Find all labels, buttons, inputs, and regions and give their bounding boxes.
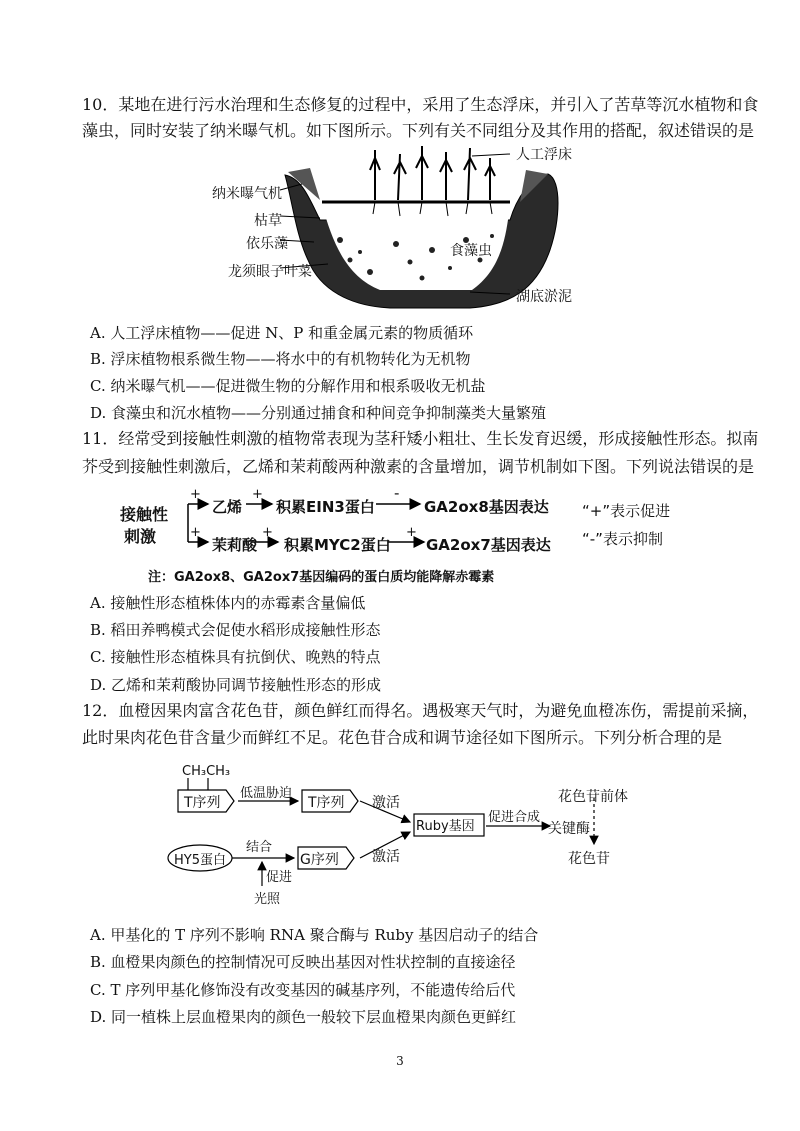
legend-plus: “+”表示促进 xyxy=(582,502,671,520)
q12-stem-line2: 此时果肉花色苷含量少而鲜红不足。花色苷合成和调节途径如下图所示。下列分析合理的是 xyxy=(82,728,723,747)
legend-minus: “-”表示抑制 xyxy=(582,530,663,548)
jasmonic-label: 茉莉酸 xyxy=(212,536,258,554)
q11-figure-note: 注：GA2ox8、GA2ox7基因编码的蛋白质均能降解赤霉素 xyxy=(148,570,495,585)
plus-sign-2: + xyxy=(252,487,263,502)
bind-label: 结合 xyxy=(246,840,273,855)
ga2ox8-label: GA2ox8基因表达 xyxy=(424,498,549,516)
label-aerator: 纳米曝气机 xyxy=(212,186,282,202)
label-yilezao: 依乐藻 xyxy=(246,236,288,252)
plus-sign-4: + xyxy=(262,525,273,540)
hy5-label: HY5蛋白 xyxy=(174,853,226,868)
q12-option-d: D. 同一植株上层血橙果肉的颜色一般较下层血橙果肉颜色更鲜红 xyxy=(90,1008,517,1026)
key-enzyme-label: 关键酶 xyxy=(548,821,590,837)
t-seq-label-1: T序列 xyxy=(184,795,221,811)
q10-stem-line2: 藻虫，同时安装了纳米曝气机。如下图所示。下列有关不同组分及其作用的搭配，叙述错误的是 xyxy=(82,121,755,140)
g-seq-label: G序列 xyxy=(300,852,339,868)
ein3-label: 积累EIN3蛋白 xyxy=(276,498,375,516)
q11-stem-line2: 芥受到接触性刺激后，乙烯和茉莉酸两种激素的含量增加，调节机制如下图。下列说法错误的是 xyxy=(82,457,755,476)
myc2-label: 积累MYC2蛋白 xyxy=(284,536,391,554)
q11-option-b: B. 稻田养鸭模式会促使水稻形成接触性形态 xyxy=(90,621,381,639)
low-temp-label: 低温胁迫 xyxy=(240,786,293,801)
activate-label-1: 激活 xyxy=(372,795,400,811)
q11-stem-line1: 11．经常受到接触性刺激的植物常表现为茎秆矮小粗壮、生长发育迟缓，形成接触性形态。拟南 xyxy=(82,429,759,448)
label-sludge: 湖底淤泥 xyxy=(516,289,572,305)
q10-option-c: C. 纳米曝气机——促进微生物的分解作用和根系吸收无机盐 xyxy=(90,377,486,395)
plus-sign-1: + xyxy=(190,487,201,502)
promote-label: 促进 xyxy=(266,870,293,885)
precursor-label: 花色苷前体 xyxy=(558,789,628,805)
q11-option-a: A. 接触性形态植株体内的赤霉素含量偏低 xyxy=(90,594,366,612)
ruby-gene-label: Ruby基因 xyxy=(416,819,475,834)
page-number: 3 xyxy=(396,1054,404,1068)
floating-bed-plants xyxy=(370,146,495,200)
stimulus-line1: 接触性 xyxy=(120,505,169,524)
label-kucao: 枯草 xyxy=(254,213,282,229)
q12-stem-line1: 12．血橙因果肉富含花色苷，颜色鲜红而得名。遇极寒天气时，为避免血橙冻伤，需提前采摘， xyxy=(82,701,759,720)
stimulus-line2: 刺激 xyxy=(124,527,157,546)
label-floating-bed: 人工浮床 xyxy=(516,147,572,163)
plus-sign-5: + xyxy=(406,525,417,540)
minus-sign: - xyxy=(394,484,400,502)
q12-option-b: B. 血橙果肉颜色的控制情况可反映出基因对性状控制的直接途径 xyxy=(90,953,516,971)
methyl-label: CH₃CH₃ xyxy=(182,764,231,779)
q12-pathway-diagram xyxy=(160,760,680,910)
q10-option-d: D. 食藻虫和沉水植物——分别通过捕食和种间竞争抑制藻类大量繁殖 xyxy=(90,404,547,422)
q10-stem-line1: 10．某地在进行污水治理和生态修复的过程中，采用了生态浮床，并引入了苦草等沉水植物和食 xyxy=(82,95,759,114)
q10-option-a: A. 人工浮床植物——促进 N、P 和重金属元素的物质循环 xyxy=(90,324,474,342)
ga2ox7-label: GA2ox7基因表达 xyxy=(426,536,551,554)
light-label: 光照 xyxy=(254,892,281,907)
q11-option-c: C. 接触性形态植株具有抗倒伏、晚熟的特点 xyxy=(90,648,381,666)
activate-label-2: 激活 xyxy=(372,849,400,865)
q10-option-b: B. 浮床植物根系微生物——将水中的有机物转化为无机物 xyxy=(90,350,471,368)
ethylene-label: 乙烯 xyxy=(212,498,243,516)
plus-sign-3: + xyxy=(190,525,201,540)
q12-option-c: C. T 序列甲基化修饰没有改变基因的碱基序列，不能遗传给后代 xyxy=(90,981,516,999)
label-longxu: 龙须眼子叶菜 xyxy=(228,264,312,280)
anthocyanin-label: 花色苷 xyxy=(568,851,610,867)
promote-synthesis-label: 促进合成 xyxy=(488,810,541,825)
q11-option-d: D. 乙烯和茉莉酸协同调节接触性形态的形成 xyxy=(90,676,382,694)
label-alga-eater: 食藻虫 xyxy=(450,243,492,259)
q12-option-a: A. 甲基化的 T 序列不影响 RNA 聚合酶与 Ruby 基因启动子的结合 xyxy=(90,926,539,944)
t-seq-label-2: T序列 xyxy=(308,795,345,811)
